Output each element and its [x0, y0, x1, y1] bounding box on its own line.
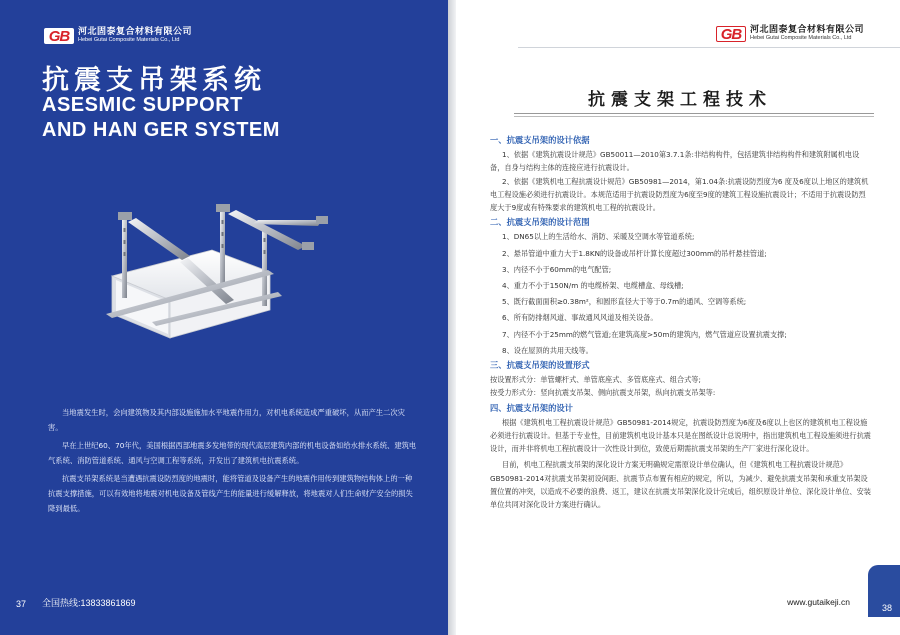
cover-title-en-line1: ASESMIC SUPPORT: [42, 94, 243, 116]
page-number-right: 38: [881, 603, 892, 613]
header-divider: [518, 47, 900, 48]
paragraph: 抗震支吊架系统是当遭遇抗震设防烈度的地震时，能将管道及设备产生的地震作用传到建筑物结构体上的一种抗震支撑措施，可以有效地将地震对机电设备及管线产生的能量进行缓解释放，将地震对人们生命财产安全的损失降到最低。: [48, 474, 413, 513]
left-body-text: [48, 405, 418, 519]
section-heading: 三、抗震支吊架的设置形式: [490, 360, 590, 371]
logo-mark-icon: GB: [716, 26, 746, 42]
logo-mark-icon: GB: [44, 28, 74, 44]
logo-text: [78, 28, 192, 43]
company-name-cn: 河北固泰复合材料有限公司: [750, 25, 865, 36]
section-heading: 四、抗震支吊架的设计: [490, 402, 573, 413]
page-title: 抗震支架工程技术: [588, 90, 772, 110]
book-spine: [448, 0, 456, 635]
body-line: 1、依据《建筑抗震设计规范》GB50011—2010第3.7.1条:非结构构件，包括建筑非结构构件和建筑附属机电设备，自身与结构主体的连接应进行抗震设计。: [490, 150, 860, 173]
hotline: 全国热线:13833861869: [42, 598, 136, 608]
company-logo: [44, 28, 192, 44]
company-logo: [716, 26, 864, 42]
body-line: 1、DN65以上的生活给水、消防、采暖及空调水等管道系统;: [502, 232, 695, 242]
right-page: [456, 0, 900, 635]
body-line: 6、所有防排烟风道、事故通风风道及相关设备。: [502, 313, 658, 323]
seismic-support-illustration: [92, 198, 342, 348]
section-heading: 二、抗震支吊架的设计范围: [490, 217, 590, 228]
body-line: 8、设在屋顶的共用天线等。: [502, 345, 593, 355]
body-line: 目前，机电工程抗震支吊架的深化设计方案无明确规定需原设计单位确认，但《建筑机电工程抗震设计规范》GB50981-2014对抗震支吊架初设间距、抗震节点布置有相应的规定，所以，为减少、避免抗震支吊架和承重支吊架设置位置的冲突，以造成不必要的浪费、返工，建议在抗震支吊架深化设计完成后，组织原设计单位、深化设计单位、安装单位共同对深化设计方案进行确认。: [490, 460, 871, 510]
title-divider: [514, 113, 874, 114]
body-line: 5、既行截面面积≥0.38m²，和圆形直径大于等于0.7m的通风、空调等系统;: [502, 297, 747, 307]
body-line: 根据《建筑机电工程抗震设计规范》GB50981-2014规定，抗震设防烈度为6度及6度以上也区的建筑机电工程设施必须进行抗震设计。但基于专业性，目前建筑机电设计基本只是在图纸设计总说明中，指出建筑机电工程设施须进行抗震设计，而并非将机电工程抗震设计一次性设计到位，致使后期需抗震支吊架的生产厂家进行深化设计。: [490, 417, 871, 454]
body-line: 按设置形式分：单管螺杆式、单管底座式、多管底座式、组合式等;: [490, 375, 701, 385]
body-line: 按受力形式分：竖向抗震支吊架、侧向抗震支吊架，纵向抗震支吊架等:: [490, 388, 716, 398]
body-line: 2、悬吊管道中重力大于1.8KN的设备或吊杆计算长度超过300mm的吊杆悬挂管道;: [502, 248, 767, 258]
body-line: 7、内径不小于25mm的燃气管道;在建筑高度>50m的建筑内，燃气管道应设置抗震支撑;: [502, 329, 787, 339]
logo-text: [750, 26, 864, 41]
section-heading: 一、抗震支吊架的设计依据: [490, 135, 590, 145]
body-line: 2、依据《建筑机电工程抗震设计规范》GB50981—2014，第1.04条:抗震设防烈度为6 度及6度以上地区的建筑机电工程设施必须进行抗震设计。本规范适用于抗震设防烈度为6度至9度的建筑工程设施抗震设计；不适用于抗震设防烈度大于9度或有特殊要求的建筑机电工程的抗震设计。: [490, 176, 869, 213]
right-body-text: [490, 132, 872, 511]
cover-title-cn: 抗震支吊架系统: [42, 65, 266, 96]
left-page: [0, 0, 448, 635]
company-name-en: Hebei Gutai Composite Materials Co., Ltd: [78, 36, 180, 43]
website-url[interactable]: www.gutaikeji.cn: [787, 597, 850, 607]
paragraph: 早在上世纪60、70年代，美国根据西部地震多发地带的现代高层建筑内部的机电设备如给水排水系统、建筑电气系统、消防管道系统、通风与空调工程等系统，开发出了建筑机电抗震系统。: [48, 441, 417, 465]
paragraph: 当地震发生时，会向建筑物及其内部设施施加水平地震作用力，对机电系统造成严重破坏，从而产生二次灾害。: [48, 408, 405, 432]
company-name-cn: 河北固泰复合材料有限公司: [78, 27, 193, 38]
body-line: 4、重力不小于150N/m 的电缆桥架、电缆槽盒、母线槽;: [502, 281, 684, 291]
title-divider: [514, 116, 874, 117]
body-line: 3、内径不小于60mm的电气配管;: [502, 264, 612, 274]
company-name-en: Hebei Gutai Composite Materials Co., Ltd: [750, 34, 852, 41]
cover-title-en-line2: AND HAN GER SYSTEM: [42, 119, 280, 141]
page-number-left: 37: [16, 599, 27, 609]
